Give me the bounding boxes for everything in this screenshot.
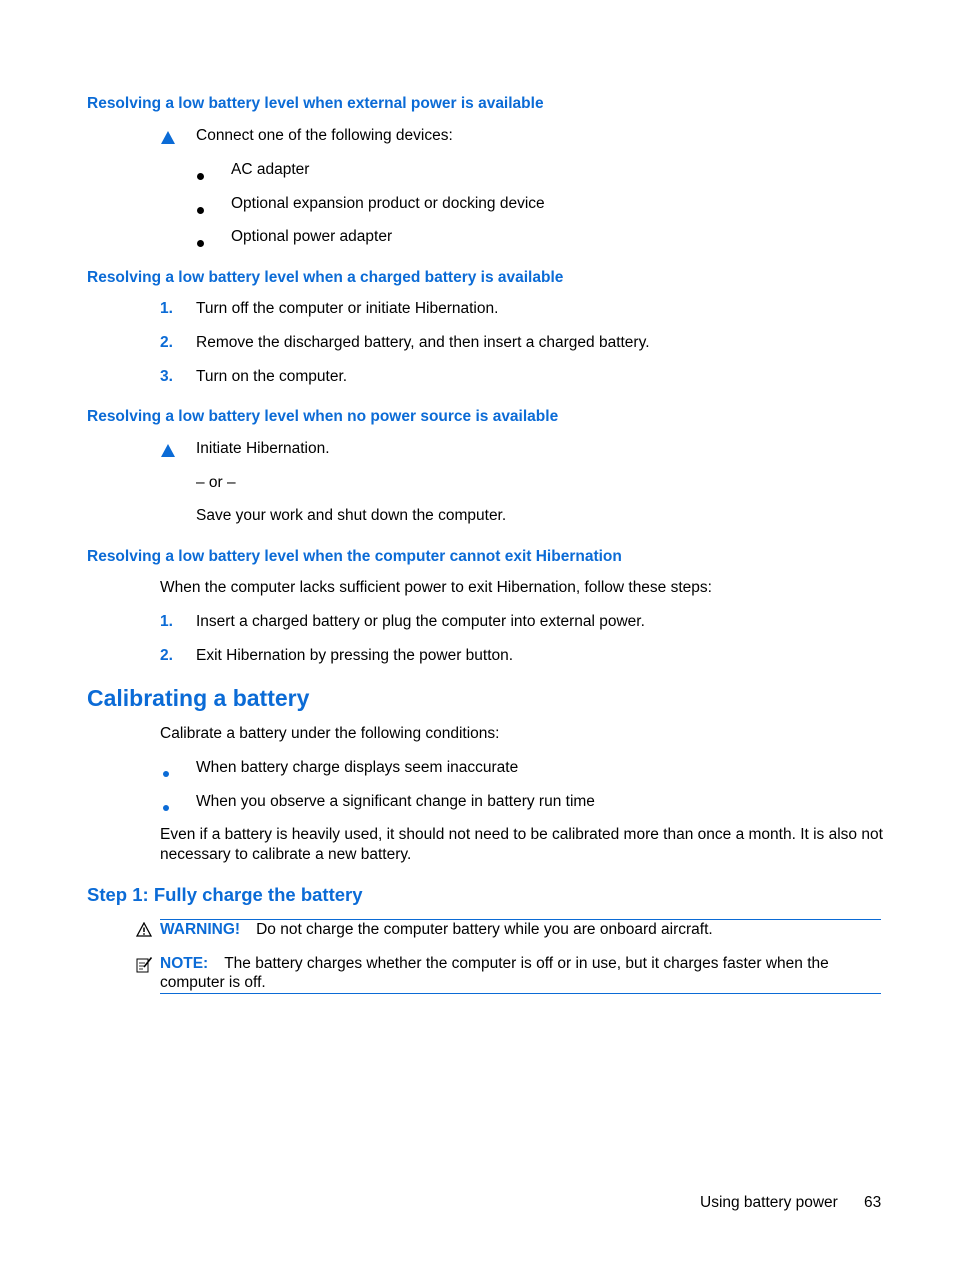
- or-separator: – or –: [196, 474, 236, 491]
- bullet-icon: [197, 240, 204, 247]
- step-number: 3.: [160, 368, 173, 385]
- note-text: The battery charges whether the computer is off or in use, but it charges faster when the computer is off.: [160, 955, 829, 991]
- step-text: Turn on the computer.: [196, 368, 348, 385]
- step-number: 2.: [160, 647, 173, 664]
- intro-text: Calibrate a battery under the following conditions:: [160, 725, 500, 742]
- triangle-step-icon: [161, 131, 175, 144]
- footer-title: Using battery power: [700, 1194, 838, 1211]
- step-text: Turn off the computer or initiate Hibernation.: [196, 300, 499, 317]
- step-text: Insert a charged battery or plug the computer into external power.: [196, 613, 645, 630]
- step-text: Initiate Hibernation.: [196, 440, 330, 457]
- intro-text: When the computer lacks sufficient power to exit Hibernation, follow these steps:: [160, 579, 712, 596]
- bullet-icon: [163, 805, 169, 811]
- paragraph: Even if a battery is heavily used, it should not need to be calibrated more than once a month. It is also not necessary to calibrate a new battery.: [160, 826, 883, 863]
- section-heading-no-power: Resolving a low battery level when no power source is available: [87, 408, 559, 425]
- list-item: Optional expansion product or docking device: [231, 195, 545, 212]
- note-icon: [136, 956, 153, 973]
- list-item: When battery charge displays seem inaccurate: [196, 759, 519, 776]
- warning-label: WARNING!: [160, 921, 241, 938]
- rule-bottom: [160, 993, 881, 994]
- page-title-calibrating: Calibrating a battery: [87, 685, 310, 711]
- step-heading: Step 1: Fully charge the battery: [87, 884, 363, 905]
- step-text: Remove the discharged battery, and then insert a charged battery.: [196, 334, 650, 351]
- bullet-icon: [163, 771, 169, 777]
- note-label: NOTE:: [160, 955, 209, 972]
- bullet-icon: [197, 207, 204, 214]
- warning-block: [160, 920, 713, 939]
- section-heading-cannot-exit-hibernation: Resolving a low battery level when the computer cannot exit Hibernation: [87, 548, 622, 565]
- list-item: Optional power adapter: [231, 228, 393, 245]
- step-text: Exit Hibernation by pressing the power button.: [196, 647, 514, 664]
- bullet-icon: [197, 173, 204, 180]
- section-heading-charged-battery: Resolving a low battery level when a charged battery is available: [87, 269, 564, 286]
- step-text: Connect one of the following devices:: [196, 127, 453, 144]
- page-number: 63: [864, 1194, 882, 1211]
- warning-icon: [136, 922, 152, 937]
- warning-text: Do not charge the computer battery while you are onboard aircraft.: [256, 921, 713, 938]
- step-number: 2.: [160, 334, 173, 351]
- list-item: AC adapter: [231, 161, 310, 178]
- list-item: When you observe a significant change in battery run time: [196, 793, 595, 810]
- step-number: 1.: [160, 300, 173, 317]
- triangle-step-icon: [161, 444, 175, 457]
- step-number: 1.: [160, 613, 173, 630]
- note-block: [160, 954, 881, 992]
- section-heading-external-power: Resolving a low battery level when external power is available: [87, 95, 544, 112]
- step-text-alt: Save your work and shut down the computer.: [196, 507, 507, 524]
